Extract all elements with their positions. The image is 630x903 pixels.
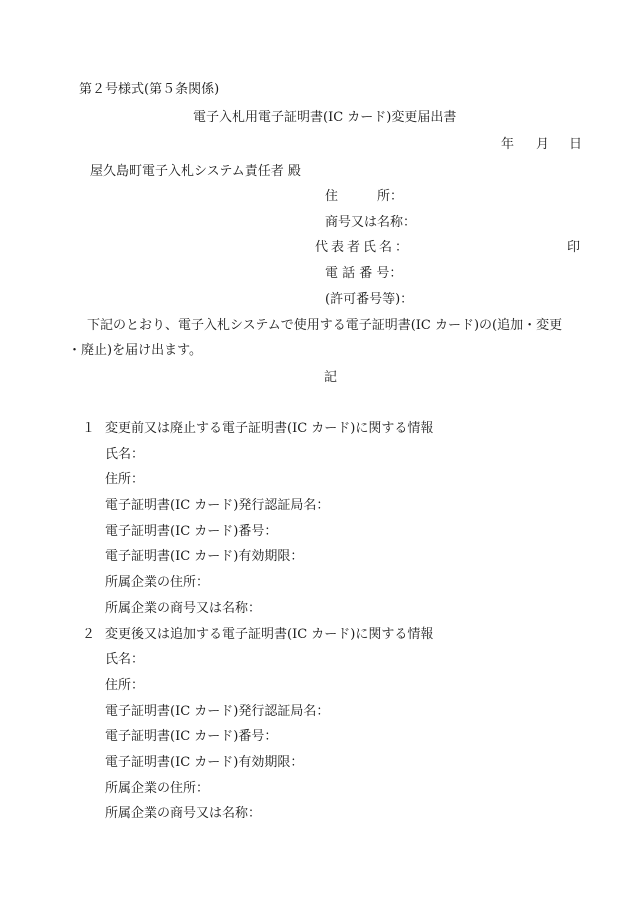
applicant-phone-label: 電 話 番 号：: [325, 266, 403, 281]
addressee: 屋久島町電子入札システム責任者 殿: [90, 164, 301, 179]
document-title: 電子入札用電子証明書(IC カード)変更届出書: [193, 110, 457, 125]
section-2-field-address: 住所：: [105, 678, 145, 693]
section-1-field-expiry: 電子証明書(IC カード)有効期限：: [105, 549, 304, 564]
section-2-field-ca-name: 電子証明書(IC カード)発行認証局名：: [105, 704, 330, 719]
body-text-line-2: ・廃止)を届け出ます。: [68, 343, 203, 358]
section-1-heading: 変更前又は廃止する電子証明書(IC カード)に関する情報: [105, 421, 434, 436]
date-day-label: 日: [569, 137, 583, 152]
section-2-field-expiry: 電子証明書(IC カード)有効期限：: [105, 755, 304, 770]
form-number: 第２号様式(第５条関係): [79, 82, 220, 97]
section-2-field-name: 氏名：: [105, 652, 145, 667]
section-1-field-address: 住所：: [105, 472, 145, 487]
section-1-field-ca-name: 電子証明書(IC カード)発行認証局名：: [105, 498, 330, 513]
section-2-heading: 変更後又は追加する電子証明書(IC カード)に関する情報: [105, 627, 434, 642]
applicant-permit-label: (許可番号等)：: [325, 292, 414, 307]
date-month-label: 月: [536, 137, 550, 152]
applicant-representative-label: 代表者氏名：: [315, 240, 412, 255]
applicant-company-label: 商号又は名称：: [325, 215, 417, 230]
section-2-field-card-number: 電子証明書(IC カード)番号：: [105, 729, 278, 744]
section-1-number: １: [82, 421, 96, 436]
section-1-field-company-address: 所属企業の住所：: [105, 575, 210, 590]
body-text-line-1: 下記のとおり、電子入札システムで使用する電子証明書(IC カード)の(追加・変更: [87, 318, 563, 333]
seal-mark: 印: [567, 240, 581, 255]
section-1-field-card-number: 電子証明書(IC カード)番号：: [105, 524, 278, 539]
applicant-address-label: 住 所：: [325, 189, 404, 204]
section-1-field-name: 氏名：: [105, 447, 145, 462]
section-2-number: ２: [82, 627, 96, 642]
section-2-field-company-name: 所属企業の商号又は名称：: [105, 806, 262, 821]
section-2-field-company-address: 所属企業の住所：: [105, 781, 210, 796]
section-1-field-company-name: 所属企業の商号又は名称：: [105, 601, 262, 616]
date-year-label: 年: [501, 137, 515, 152]
ki-heading: 記: [324, 370, 338, 385]
